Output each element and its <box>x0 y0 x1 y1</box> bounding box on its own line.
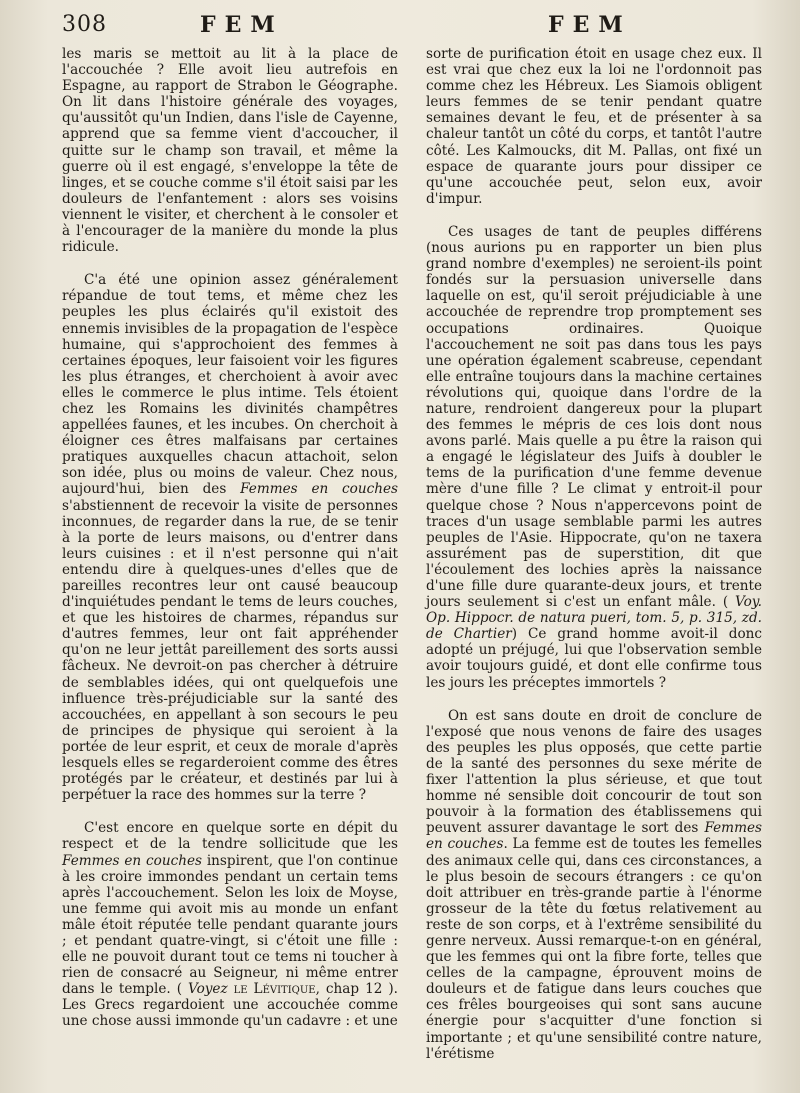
paragraph: On est sans doute en droit de conclure de l'exposé que nous venons de faire des usages des peuples les plus opposés, que cette partie de la santé des personnes du sexe mérite de fixer l'attention la plus sérieuse, et que tout homme né sensible doit concourir de tout son pouvoir à la formation des établissemens qui peuvent assurer davantage le sort des Femmes en couches. La femme est de toutes les femelles des animaux celle qui, dans ces circonstances, a le plus besoin de secours étrangers : ce qu'on doit attribuer en très-grande partie à l'énorme grosseur de la tête du fœtus relativement au reste de son corps, et à l'extrême sensibilité du genre nerveux. Aussi remarque-t-on en général, que les femmes qui ont la fibre forte, telles que celles de la campagne, éprouvent moins de douleurs et de fatigue dans leurs couches que ces frêles bourgeoises qui sont sans aucune énergie pour s'acquitter d'une fonction si importante ; et qu'une sensibilité contre nature, l'érétisme <box>426 707 762 1062</box>
running-head-left: FEM <box>200 12 284 38</box>
paragraph: C'a été une opinion assez généralement répandue de tout tems, et même chez les peuples les plus éclairés qu'il existoit des ennemis invisibles de la propagation de l'espèce humaine, qui s'approchoient des femmes à certaines époques, leur faisoient voir les figures les plus étranges, et cherchoient à avoir avec elles le commerce le plus intime. Tels étoient chez les Romains les divinités champêtres appellées faunes, et les incubes. On cherchoit à éloigner ces êtres malfaisans par certaines pratiques auxquelles chacun attachoit, selon son idée, plus ou moins de valeur. Chez nous, aujourd'hui, bien des Femmes en couches s'abstiennent de recevoir la visite de personnes inconnues, de regarder dans la rue, de se tenir à la porte de leurs maisons, ou d'entrer dans leurs cuisines : et il n'est personne qui n'ait entendu dire à quelques-unes d'elles que de pareilles recontres leur ont causé beaucoup d'inquiétudes pendant le tems de leurs couches, et que les histoires de charmes, répandus sur d'autres femmes, leur ont fait appréhender qu'on ne leur jettât pareillement des sorts aussi fâcheux. Ne devroit-on pas chercher à détruire de semblables idées, qui ont quelquefois une influence très-préjudiciable sur la santé des accouchées, en appellant à son secours le peu de principes de physique qui seroient à la portée de leur esprit, et ceux de morale d'après lesquels elles se regarderoient comme des êtres protégés par le créateur, et destinés par lui à perpétuer la race des hommes sur la terre ? <box>62 272 398 804</box>
paragraph: les maris se mettoit au lit à la place de l'accouchée ? Elle avoit lieu autrefois en Espagne, au rapport de Strabon le Géographe. On lit dans l'histoire générale des voyages, qu'aussitôt qu'un Indien, dans l'isle de Cayenne, apprend que sa femme vient d'accoucher, il quitte sur le champ son travail, et même la guerre où il est engagé, s'enveloppe la tête de linges, et se couche comme s'il étoit saisi par les douleurs de l'enfantement : alors ses voisins viennent le visiter, et cherchent à le consoler et à l'encourager de la manière du monde la plus ridicule. <box>62 46 398 256</box>
paragraph: sorte de purification étoit en usage chez eux. Il est vrai que chez eux la loi ne l'ordonnoit pas comme chez les Hébreux. Les Siamois obligent leurs femmes de se tenir pendant quatre semaines devant le feu, et de présenter à sa chaleur tantôt un côté du corps, et tantôt l'autre côté. Les Kalmoucks, dit M. Pallas, ont fixé un espace de quarante jours pour dissiper ce qu'une accouchée peut, selon eux, avoir d'impur. <box>426 46 762 207</box>
paragraph: Ces usages de tant de peuples différens (nous aurions pu en rapporter un bien plus grand nombre d'exemples) ne seroient-ils point fondés sur la persuasion universelle dans laquelle on est, qu'il seroit préjudiciable à une accouchée de reprendre trop promptement ses occupations ordinaires. Quoique l'accouchement ne soit pas dans tous les pays une opération également scabreuse, cependant elle entraîne toujours dans la machine certaines révolutions qui, quoique dans l'ordre de la nature, rendroient dangereux pour la plupart des femmes le mépris de ces lois dont nous avons parlé. Mais quelle a pu être la raison qui a engagé le législateur des Juifs à doubler le tems de la purification d'une femme devenue mère d'une fille ? Le climat y entroit-il pour quelque chose ? Nous n'appercevons point de traces d'un usage semblable parmi les autres peuples de l'Asie. Hippocrate, qu'on ne taxera assurément pas de superstition, dit que l'écoulement des lochies après la naissance d'une fille dure quarante-deux jours, et trente jours seulement si c'est un enfant mâle. ( Voy. Op. Hippocr. de natura pueri, tom. 5, p. 315, zd. de Chartier) Ce grand homme avoit-il donc adopté un préjugé, lui que l'observation semble avoir toujours guidé, et dont elle confirme tous les jours les préceptes immortels ? <box>426 223 762 691</box>
page-number: 308 <box>62 12 107 37</box>
left-column <box>62 46 398 1047</box>
page-header <box>0 10 800 44</box>
running-head-right: FEM <box>548 12 632 38</box>
paragraph: C'est encore en quelque sorte en dépit du respect et de la tendre sollicitude que les Femmes en couches inspirent, que l'on continue à les croire immondes pendant un certain tems après l'accouchement. Selon les loix de Moyse, une femme qui avoit mis au monde un enfant mâle étoit réputée telle pendant quarante jours ; et pendant quatre-vingt, si c'étoit une fille : elle ne pouvoit durant tout ce tems ni toucher à rien de consacré au Seigneur, ni même entrer dans le temple. ( Voyez le Lévitique, chap 12 ). Les Grecs regardoient une accouchée comme une chose aussi immonde qu'un cadavre : et une <box>62 820 398 1030</box>
right-column <box>426 46 762 1079</box>
